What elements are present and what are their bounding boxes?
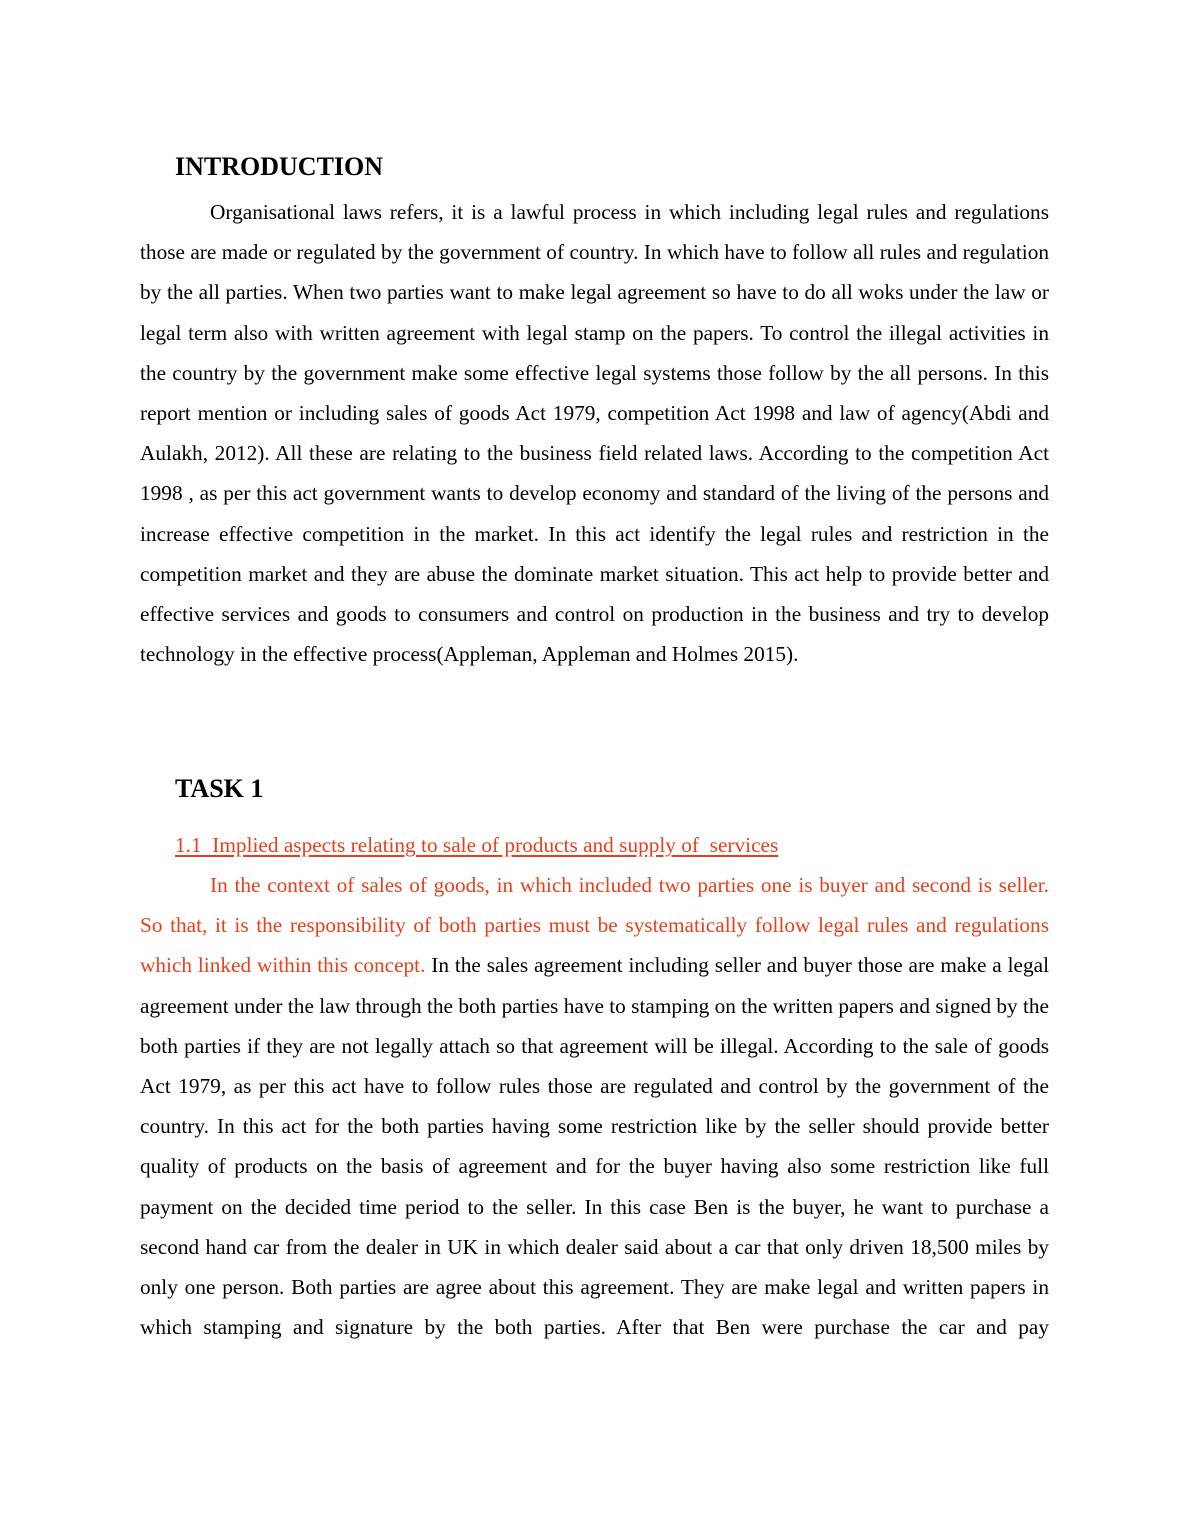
task1-heading: TASK 1 — [175, 774, 264, 803]
introduction-heading: INTRODUCTION — [175, 152, 384, 181]
introduction-paragraph: Organisational laws refers, it is a lawful process in which including legal rules and regulations those are made or regulated by the government of country. In which have to follow all rules and regulation by the all parties. When two parties want to make legal agreement so have to do all woks under the law or legal term also with written agreement with legal stamp on the papers. To control the illegal activities in the country by the government make some effective legal systems those follow by the all persons. In this report mention or including sales of goods Act 1979, competition Act 1998 and law of agency(Abdi and Aulakh, 2012). All these are relating to the business field related laws. According to the competition Act 1998 , as per this act government wants to develop economy and standard of the living of the persons and increase effective competition in the market. In this act identify the legal rules and restriction in the competition market and they are abuse the dominate market situation. This act help to provide better and effective services and goods to consumers and control on production in the business and try to develop technology in the effective process(Appleman, Appleman and Holmes 2015). — [140, 200, 1049, 667]
task1-subheading: 1.1 Implied aspects relating to sale of products and supply of services — [175, 833, 779, 857]
highlighted-text: In the context of sales of goods, in which included two parties one is buyer and second is seller. So that, it is the responsibility of both parties must be systematically follow legal rules and regulations which linked within this concept. — [140, 873, 1049, 978]
body-text: In the sales agreement including seller and buyer those are make a legal agreement under the law through the both parties have to stamping on the written papers and signed by the both parties if they are not legally attach so that agreement will be illegal. According to the sale of goods Act 1979, as per this act have to follow rules those are regulated and control by the government of the country. In this act for the both parties having some restriction like by the seller should provide better quality of products on the basis of agreement and for the buyer having also some restriction like full payment on the decided time period to the seller. In this case Ben is the buyer, he want to purchase a second hand car from the dealer in UK in which dealer said about a car that only driven 18,500 miles by only one person. Both parties are agree about this agreement. They are make legal and written papers in which stamping and signature by the both parties. After that Ben were purchase the car and pay — [140, 953, 1049, 1340]
task1-paragraph — [140, 865, 1049, 1347]
